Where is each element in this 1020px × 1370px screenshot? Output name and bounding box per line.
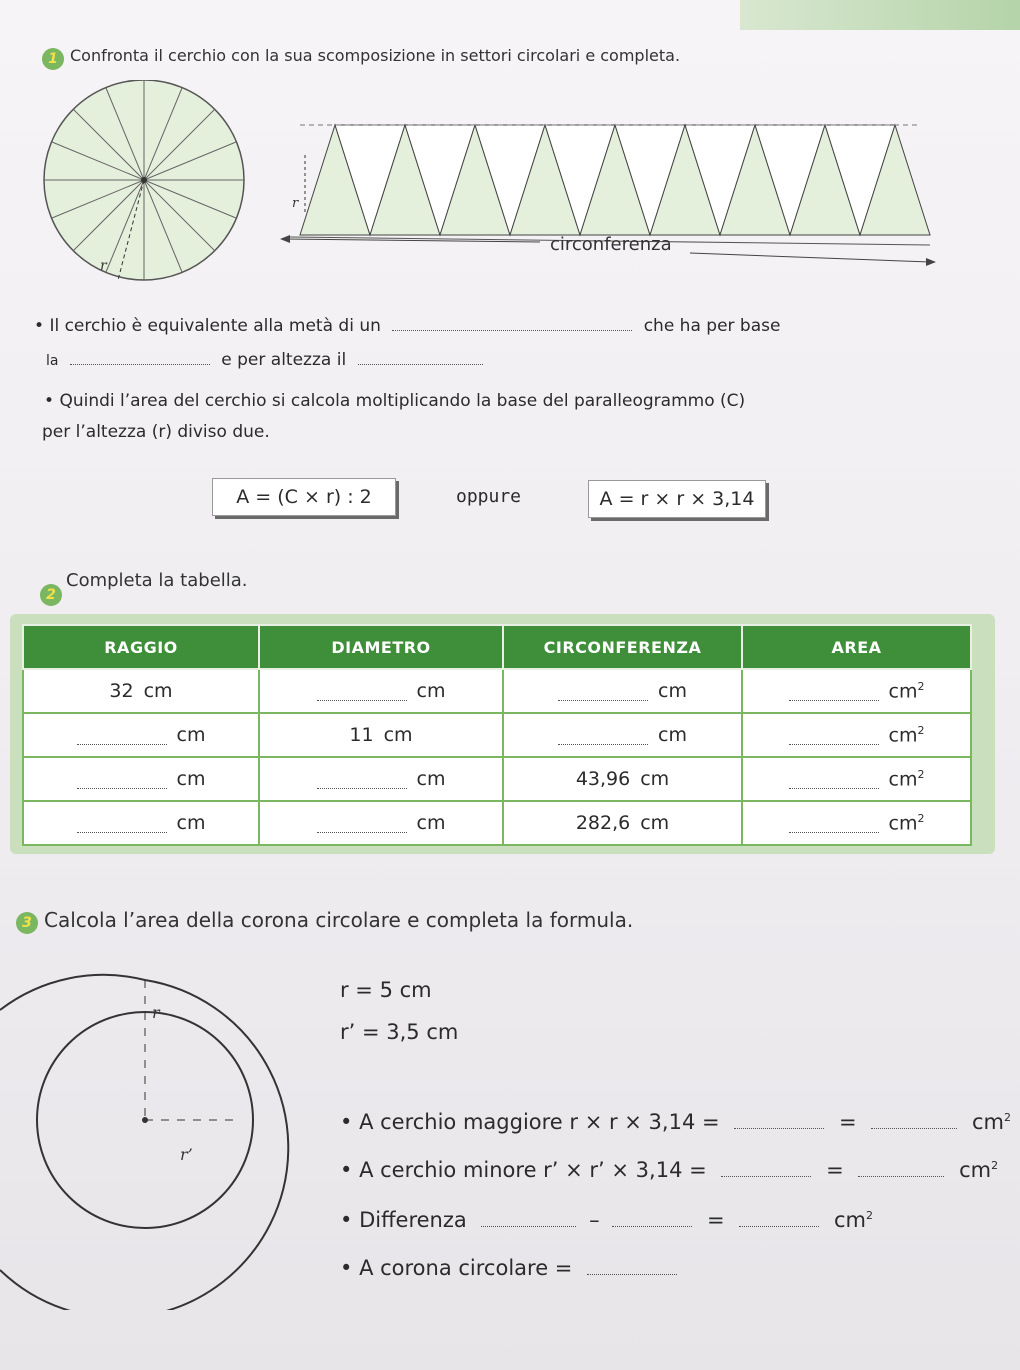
cell-blank[interactable] [317,814,407,833]
table-header-row [23,625,971,669]
table-cell-circ [503,801,742,845]
table-cell-circ [503,669,742,713]
table-cell-area [742,713,971,757]
cell-value: 282,6 [575,812,631,834]
blank-altezza[interactable] [358,364,483,365]
cell-blank[interactable] [558,726,648,745]
cell-blank[interactable] [789,770,879,789]
cell-unit: $cm^2$ [888,767,925,791]
sentence-2-line-1: • Quindi l’area del cerchio si calcola moltiplicando la base del paralleogrammo (C) [44,391,746,411]
line-area-outer: • A cerchio maggiore r × r × 3,14 = = $cm^2$ [340,1110,1011,1134]
circle-sectors-figure [38,80,268,290]
cell-blank[interactable] [317,682,407,701]
table-row [23,757,971,801]
table-cell-raggio [23,801,259,845]
sentence-1-line-2: la e per altezza il [46,350,483,370]
cell-blank[interactable] [77,770,167,789]
outer-radius-value: r = 5 cm [340,978,432,1002]
cell-unit: cm [640,768,670,790]
table-cell-circ [503,757,742,801]
table-cell-diametro [259,757,503,801]
cell-blank[interactable] [77,726,167,745]
table-cell-area [742,669,971,713]
formula-box-1: A = (C × r) : 2 [212,478,396,516]
line-area-inner: • A cerchio minore r’ × r’ × 3,14 = = $cm^2$ [340,1158,999,1182]
blank-outer-result[interactable] [871,1128,957,1129]
table-cell-area [742,801,971,845]
table-cell-raggio [23,669,259,713]
circle-radius-label: r [100,258,107,274]
cell-unit: $cm^2$ [888,679,925,703]
cell-unit: $cm^2$ [888,723,925,747]
cell-unit: cm [658,680,687,702]
cell-unit: cm [640,812,670,834]
cell-unit: cm [143,680,173,702]
blank-diff-2[interactable] [612,1226,692,1227]
table-cell-raggio [23,713,259,757]
exercise-1-title: Confronta il cerchio con la sua scomposizione in settori circolari e completa. [70,46,681,65]
blank-parallelogramma[interactable] [392,330,632,331]
inner-radius-value: r’ = 3,5 cm [340,1020,459,1044]
cell-unit: cm [176,724,206,746]
table-cell-diametro [259,713,503,757]
header-diametro: DIAMETRO [259,625,503,669]
oppure-label: oppure [456,486,522,507]
exercise-3-title: Calcola l’area della corona circolare e completa la formula. [44,908,634,932]
outer-radius-label: r [152,1003,160,1022]
cell-value: 43,96 [575,768,631,790]
blank-corona-result[interactable] [587,1274,677,1275]
table-row [23,713,971,757]
cell-unit: cm [416,812,446,834]
cell-unit: cm [416,680,446,702]
cell-blank[interactable] [558,682,648,701]
circumference-label: circonferenza [550,234,672,255]
data-table [22,624,972,846]
blank-base[interactable] [70,364,210,365]
cell-unit: cm [176,812,206,834]
cell-blank[interactable] [789,682,879,701]
cell-unit: $cm^2$ [888,811,925,835]
table-row [23,669,971,713]
line-difference: • Differenza – = $cm^2$ [340,1208,873,1232]
header-raggio: RAGGIO [23,625,259,669]
blank-diff-result[interactable] [739,1226,819,1227]
annulus-figure [0,970,330,1310]
exercise-1-number: 1 [42,48,64,70]
cell-blank[interactable] [789,726,879,745]
table-cell-circ [503,713,742,757]
header-circonferenza: CIRCONFERENZA [503,625,742,669]
blank-inner-calc[interactable] [721,1176,811,1177]
cell-blank[interactable] [317,770,407,789]
inner-radius-label: r’ [180,1145,193,1164]
table-cell-raggio [23,757,259,801]
cell-value: 11 [349,724,374,746]
blank-diff-1[interactable] [481,1226,576,1227]
cell-blank[interactable] [77,814,167,833]
sentence-2-line-2: per l’altezza (r) diviso due. [42,422,270,442]
exercise-2-number: 2 [40,584,62,606]
table-cell-diametro [259,801,503,845]
exercise-3-number: 3 [16,912,38,934]
exercise-2-title: Completa la tabella. [66,570,248,591]
cell-unit: cm [383,724,413,746]
table-row [23,801,971,845]
cell-blank[interactable] [789,814,879,833]
cell-unit: cm [176,768,206,790]
formula-box-2: A = r × r × 3,14 [588,480,766,518]
blank-outer-calc[interactable] [734,1128,824,1129]
header-area: AREA [742,625,971,669]
table-cell-area [742,757,971,801]
top-decoration [740,0,1020,30]
cell-unit: cm [416,768,446,790]
cell-value: 32 [109,680,134,702]
line-corona: • A corona circolare = [340,1256,677,1280]
cell-unit: cm [658,724,687,746]
table-cell-diametro [259,669,503,713]
parallelogram-radius-label: r [292,196,299,211]
sentence-1-line-1: • Il cerchio è equivalente alla metà di un che ha per base [34,316,781,336]
blank-inner-result[interactable] [858,1176,944,1177]
